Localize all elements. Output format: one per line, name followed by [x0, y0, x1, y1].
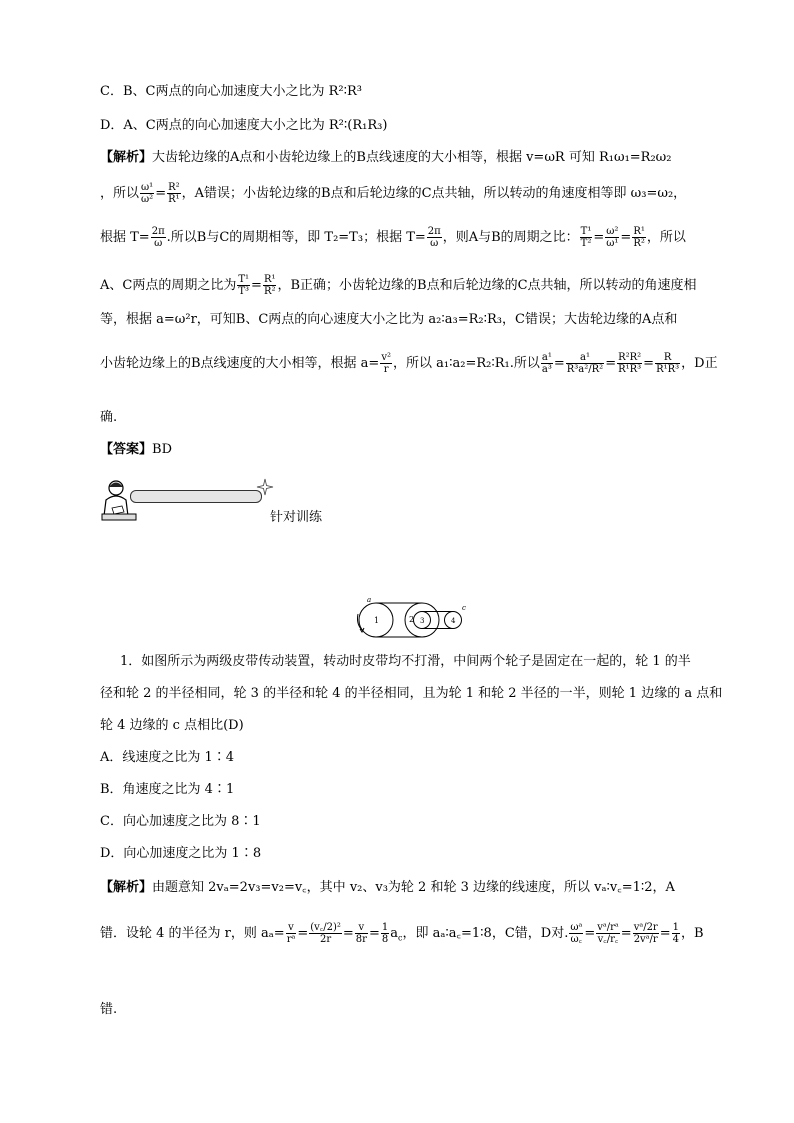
- fraction: $\frac{\text{(v꜀/2)²}}{2r}$: [310, 922, 341, 945]
- option-d-prev: D．A、C两点的向心加速度大小之比为 R²∶(R₁R₃): [100, 118, 388, 133]
- fraction: $\frac{\text{R¹}}{\text{R²}}$: [263, 274, 276, 297]
- text: ，即 aₐ∶a꜀=1∶8，C错，D对.: [402, 926, 569, 941]
- fraction: $\frac{\text{R²}}{\text{R¹}}$: [168, 182, 180, 205]
- text: .所以B与C的周期相等，即 T₂=T₃；根据 T=: [166, 230, 426, 245]
- training-banner: [98, 478, 338, 528]
- explanation-1-line-1: [100, 148, 672, 168]
- label-2: 2: [409, 615, 415, 624]
- fraction: $\frac{2\pi}{\omega}$: [427, 226, 441, 249]
- text: 错．设轮 4 的半径为 r，则 aₐ=: [100, 926, 285, 941]
- text: 小齿轮边缘上的B点线速度的大小相等，根据 a=: [100, 356, 380, 371]
- text: ，所以 a₁∶a₂=R₂∶R₁.所以: [393, 356, 540, 371]
- question-1-line-2: 径和轮 2 的半径相同，轮 3 的半径和轮 4 的半径相同，且为轮 1 和轮 2 半径的一半，则轮 1 边缘的 a 点和: [100, 686, 723, 701]
- fraction: $\frac{\text{v²}}{r}$: [381, 352, 392, 375]
- explanation-1-line-4: A、C两点的周期之比为 $\frac{\text{T¹}}{\text{T³}}$ = $\frac{\text{R¹}}{\text{R²}}$ ，B正确；小齿轮边缘的B点和后轮边缘的C点共轴，所以转动的角速度相: [100, 274, 697, 297]
- fraction: $\frac{\text{R¹}}{\text{R²}}$: [633, 226, 645, 249]
- option-b: B．角速度之比为 4∶1: [100, 782, 235, 797]
- fraction: $\frac{\text{vᵃ/2r}}{\text{2vᵃ/r}}$: [633, 922, 658, 945]
- fraction: $\frac{\text{vᵃ/rᵃ}}{v꜀/r꜀}$: [597, 922, 619, 945]
- text: ，所以: [100, 186, 140, 201]
- text: ，B: [681, 926, 704, 941]
- fraction: $\frac{R}{\text{R¹R³}}$: [656, 352, 680, 375]
- fraction: $\frac{\text{ω²}}{\text{ω¹}}$: [606, 226, 619, 249]
- fraction: $\frac{\text{a¹}}{\text{a³}}$: [541, 352, 552, 375]
- explanation-2-line-1: [100, 878, 675, 898]
- text: ，B正确；小齿轮边缘的B点和后轮边缘的C点共轴，所以转动的角速度相: [277, 278, 697, 293]
- text: ，所以: [646, 230, 686, 245]
- explanation-1-line-2: ，所以 $\frac{\text{ω¹}}{\text{ω²}}$ = $\frac{\text{R²}}{\text{R¹}}$ ，A错误；小齿轮边缘的B点和后轮边缘的C点共轴，所以转动的角速度相等即 ω₃=ω₂，: [100, 182, 687, 205]
- fraction: $\frac{1}{4}$: [672, 922, 679, 945]
- explanation-tag: 【解析】: [100, 880, 153, 895]
- fraction: $\frac{1}{8}$: [381, 922, 389, 945]
- fraction: $\frac{\text{a¹}}{\text{R³a²/R²}}$: [566, 352, 604, 375]
- fraction: $\frac{v}{8r}$: [355, 922, 367, 945]
- label-4: 4: [451, 617, 456, 625]
- banner-bar: [130, 490, 262, 503]
- text: 根据 T=: [100, 230, 150, 245]
- label-3: 3: [420, 617, 425, 625]
- banner-label: 针对训练: [270, 510, 323, 525]
- sparkle-icon: [256, 478, 274, 496]
- text: 由题意知 2vₐ=2v₃=v₂=v꜀，其中 v₂、v₃为轮 2 和轮 3 边缘的线速度，所以 vₐ∶v꜀=1∶2，A: [152, 880, 675, 895]
- fraction: $\frac{\text{ωᵃ}}{\omega꜀}$: [570, 922, 583, 945]
- explanation-tag: 【解析】: [100, 150, 153, 165]
- text: ，则A与B的周期之比：: [442, 230, 579, 245]
- option-d: D．向心加速度之比为 1∶8: [100, 846, 262, 861]
- text: ，A错误；小齿轮边缘的B点和后轮边缘的C点共轴，所以转动的角速度相等即 ω₃=ω₂，: [181, 186, 687, 201]
- explanation-1-line-5: 等，根据 a=ω²r，可知B、C两点的向心速度大小之比为 a₂∶a₃=R₂∶R₃，C错误；大齿轮边缘的A点和: [100, 312, 678, 327]
- question-1-line-1: 1．如图所示为两级皮带传动装置，转动时皮带均不打滑，中间两个轮子是固定在一起的，轮 1 的半: [120, 654, 691, 669]
- answer-tag: 【答案】: [100, 442, 153, 457]
- label-c: c: [462, 604, 466, 612]
- fraction: $\frac{\text{T¹}}{\text{T²}}$: [580, 226, 592, 249]
- fraction: $\frac{\text{ω¹}}{\text{ω²}}$: [141, 182, 154, 205]
- explanation-1-line-7: 确.: [100, 410, 118, 425]
- explanation-1-line-3: 根据 T= $\frac{2\pi}{\omega}$ .所以B与C的周期相等，即 T₂=T₃；根据 T= $\frac{2\pi}{\omega}$ ，则A与B的周期之比： $\frac{\text{T¹}}{\text{T²}}$ = $\frac{\text{ω²}}{\text{ω¹}}$ = $\frac{\text{R¹}}{\text{R²}}$ ，所以: [100, 226, 686, 249]
- label-a: a: [367, 596, 372, 604]
- text: A、C两点的周期之比为: [100, 278, 237, 293]
- question-1-line-3: 轮 4 边缘的 c 点相比(D): [100, 718, 244, 733]
- explanation-2-line-3: 错.: [100, 1002, 118, 1017]
- fraction: $\frac{\text{T¹}}{\text{T³}}$: [238, 274, 250, 297]
- fraction: $\frac{\text{R²R²}}{\text{R¹R³}}$: [618, 352, 642, 375]
- answer-value: BD: [152, 442, 172, 457]
- answer-line: [100, 440, 172, 460]
- fraction: $\frac{v}{\text{rᵃ}}$: [286, 922, 296, 945]
- option-c: C．向心加速度之比为 8∶1: [100, 814, 261, 829]
- explanation-2-line-2: 错．设轮 4 的半径为 r，则 aₐ= $\frac{v}{\text{rᵃ}}$ = $\frac{\text{(v꜀/2)²}}{2r}$ = $\frac{v}{8r}$ = $\frac{1}{8}$ $a_c$，即 aₐ∶a꜀=1∶8，C错，D对. $\frac{\text{ωᵃ}}{\omega꜀}$ = $\frac{\text{vᵃ/rᵃ}}{v꜀/r꜀}$ = $\frac{\text{vᵃ/2r}}{\text{2vᵃ/r}}$ = $\frac{1}{4}$ ，B: [100, 922, 704, 945]
- label-1: 1: [374, 616, 380, 625]
- text: 大齿轮边缘的A点和小齿轮边缘上的B点线速度的大小相等，根据 v=ωR 可知 R₁ω₁=R₂ω₂: [152, 150, 672, 165]
- fraction: $\frac{2\pi}{\omega}$: [151, 226, 165, 249]
- option-a: A．线速度之比为 1∶4: [100, 750, 235, 765]
- belt-drive-figure: [352, 596, 472, 640]
- explanation-1-line-6: 小齿轮边缘上的B点线速度的大小相等，根据 a= $\frac{\text{v²}}{r}$ ，所以 a₁∶a₂=R₂∶R₁.所以 $\frac{\text{a¹}}{\text{a³}}$ = $\frac{\text{a¹}}{\text{R³a²/R²}}$ = $\frac{\text{R²R²}}{\text{R¹R³}}$ = $\frac{R}{\text{R¹R³}}$ ，D正: [100, 352, 718, 375]
- option-c-prev: C．B、C两点的向心加速度大小之比为 R²∶R³: [100, 84, 362, 99]
- text: ，D正: [681, 356, 718, 371]
